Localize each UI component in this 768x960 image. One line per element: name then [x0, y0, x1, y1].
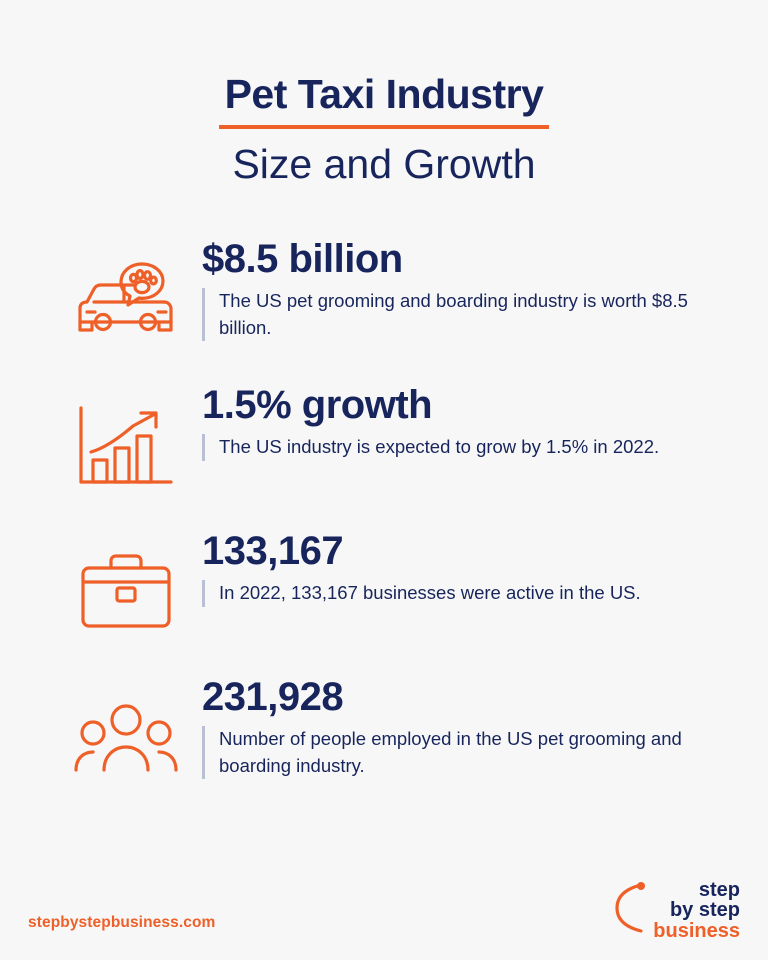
stat-description-wrap	[202, 434, 720, 460]
statistics-list	[0, 238, 768, 796]
stat-body	[196, 384, 720, 460]
divider	[202, 580, 205, 606]
stat-body	[196, 530, 720, 606]
growth-bar-chart-icon	[56, 384, 196, 494]
divider	[202, 288, 205, 341]
stat-body	[196, 676, 720, 779]
list-item	[56, 238, 720, 358]
list-item	[56, 530, 720, 650]
page-title-secondary: Size and Growth	[232, 141, 536, 188]
stat-description: In 2022, 133,167 businesses were active in the US.	[219, 582, 641, 604]
stat-description-wrap	[202, 726, 720, 779]
briefcase-icon	[56, 530, 196, 640]
logo-text	[653, 880, 740, 941]
title-block	[0, 72, 768, 129]
list-item	[56, 676, 720, 796]
divider	[202, 726, 205, 779]
stat-value: 1.5% growth	[202, 383, 433, 428]
people-group-icon	[56, 676, 196, 786]
stat-description-wrap	[202, 580, 720, 606]
page-title-primary: Pet Taxi Industry	[219, 72, 550, 129]
logo-line-3: business	[653, 919, 740, 942]
page-footer	[0, 850, 768, 960]
stat-body	[196, 238, 720, 341]
stat-description: Number of people employed in the US pet grooming and boarding industry.	[219, 728, 682, 776]
stat-value: 133,167	[202, 529, 344, 574]
stat-value: 231,928	[202, 675, 344, 720]
stat-description: The US pet grooming and boarding industry is worth $8.5 billion.	[219, 290, 688, 338]
site-url-link[interactable]: stepbystepbusiness.com	[28, 914, 216, 931]
pet-taxi-car-icon	[56, 238, 196, 352]
logo-line-1: step	[698, 878, 740, 901]
divider	[202, 434, 205, 460]
stat-description-wrap	[202, 288, 720, 341]
stat-description: The US industry is expected to grow by 1.5% in 2022.	[219, 436, 660, 458]
stat-value: $8.5 billion	[202, 237, 403, 282]
list-item	[56, 384, 720, 504]
brand-logo[interactable]	[613, 879, 740, 960]
logo-swoosh-icon	[613, 879, 647, 942]
page-header	[0, 0, 768, 188]
logo-line-2: by step	[669, 899, 740, 922]
